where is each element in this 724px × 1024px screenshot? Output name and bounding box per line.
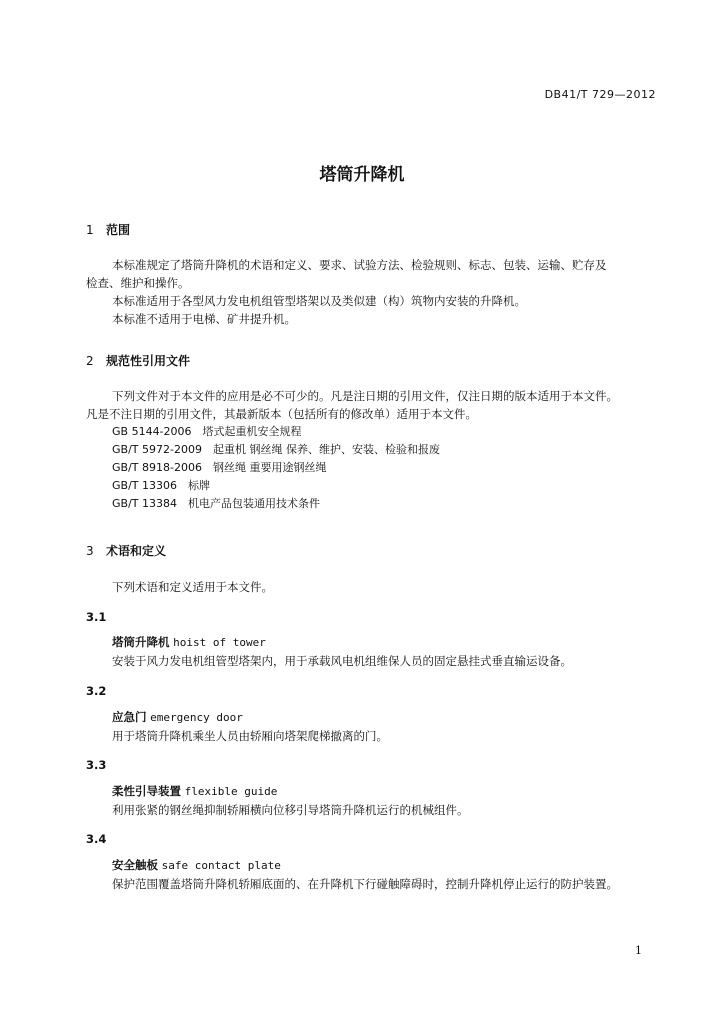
scope-paragraph-2: 本标准适用于各型风力发电机组管型塔架以及类似建（构）筑物内安装的升降机。 [112,294,526,308]
term-definition: 用于塔筒升降机乘坐人员由轿厢向塔架爬梯撤离的门。 [112,729,388,743]
term-name-zh: 安全触板 [112,858,158,872]
section-3-number: 3 [86,544,94,558]
term-definition: 利用张紧的钢丝绳抑制轿厢横向位移引导塔筒升降机运行的机械组件。 [112,803,469,817]
term-name-en: hoist of tower [173,636,266,649]
term-name-en: safe contact plate [161,859,281,872]
reference-item: GB/T 5972-2009 起重机 钢丝绳 保养、维护、安装、检验和报废 [112,443,440,456]
term-name [112,634,266,650]
reference-item: GB/T 13384 机电产品包装通用技术条件 [112,497,320,510]
term-name-en: flexible guide [184,785,278,798]
reference-item: GB/T 13306 标牌 [112,479,210,492]
term-number: 3.4 [86,832,107,846]
section-2-title: 规范性引用文件 [106,354,191,368]
term-definition: 保护范围覆盖塔筒升降机轿厢底面的、在升降机下行碰触障碍时，控制升降机停止运行的防护装置。 [112,877,618,891]
section-1-heading [86,221,130,238]
terms-intro: 下列术语和定义适用于本文件。 [112,580,273,594]
section-3-heading [86,542,166,559]
term-definition: 安装于风力发电机组管型塔架内，用于承载风电机组维保人员的固定悬挂式垂直输运设备。 [112,654,572,668]
references-intro-line-2: 凡是不注日期的引用文件，其最新版本（包括所有的修改单）适用于本文件。 [86,407,477,421]
section-2-heading [86,352,190,369]
term-number: 3.1 [86,610,107,624]
references-intro-line-1: 下列文件对于本文件的应用是必不可少的。凡是注日期的引用文件，仅注日期的版本适用于本文件。 [112,389,618,403]
standard-code: DB41/T 729—2012 [544,88,656,101]
scope-paragraph-3: 本标准不适用于电梯、矿井提升机。 [112,312,296,326]
term-number: 3.2 [86,684,107,698]
section-1-number: 1 [86,223,94,237]
section-2-number: 2 [86,354,94,368]
term-name-zh: 柔性引导装置 [112,784,181,798]
term-name-zh: 应急门 [112,710,147,724]
scope-paragraph-1-line-2: 检查、维护和操作。 [86,276,190,290]
reference-item: GB 5144-2006 塔式起重机安全规程 [112,425,302,438]
term-name [112,709,243,725]
reference-item: GB/T 8918-2006 钢丝绳 重要用途钢丝绳 [112,461,327,474]
term-number: 3.3 [86,758,107,772]
document-title: 塔筒升降机 [319,165,405,185]
term-name [112,857,281,873]
term-name [112,783,277,799]
scope-paragraph-1-line-1: 本标准规定了塔筒升降机的术语和定义、要求、试验方法、检验规则、标志、包装、运输、贮存及 [112,258,607,272]
term-name-zh: 塔筒升降机 [112,635,170,649]
section-3-title: 术语和定义 [106,544,167,558]
term-name-en: emergency door [150,711,243,724]
page-number: 1 [635,944,642,957]
section-1-title: 范围 [106,223,131,237]
